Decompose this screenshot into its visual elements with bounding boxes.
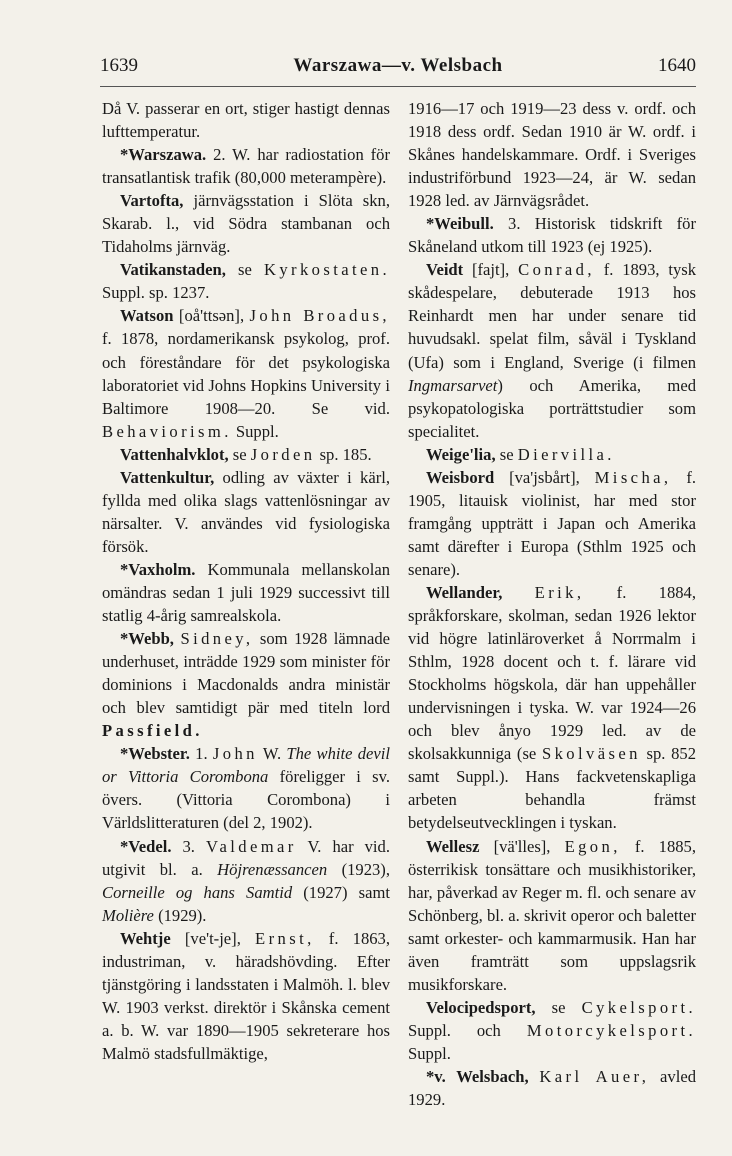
entry-text: ) och Amerika, med psykopatologiska porträttstudier som specialitet.: [408, 375, 696, 441]
dictionary-entry: [408, 466, 696, 581]
entry-headword: *Vedel.: [120, 836, 172, 856]
entry-text: Då V. passerar en ort, stiger hastigt dennas lufttemperatur.: [102, 99, 390, 142]
entry-headword: Veidt: [426, 260, 464, 280]
entry-headword: *Vaxholm.: [120, 559, 196, 579]
entry-text: Höjrenæssancen: [217, 859, 328, 879]
entry-text: Corneille og hans Samtid: [102, 882, 293, 902]
entry-text: [ve't-je],: [170, 928, 256, 948]
entry-text: Sidney,: [180, 629, 254, 649]
entry-headword: Vartofta,: [120, 191, 184, 211]
entry-text: 3. Historisk tidskrift för Skåneland utkom till 1923 (ej 1925).: [408, 214, 696, 257]
right-column: [408, 97, 696, 1111]
entry-text: V. har vid. utgivit bl. a.: [102, 836, 390, 879]
entry-headword: Velocipedsport,: [426, 997, 536, 1017]
entry-text: John: [212, 744, 258, 764]
entry-text: f. 1885, österrikisk tonsättare och musikhistoriker, har, påverkad av Reger m. fl. och senare av Schönberg, bl. a. skrivit operor och baletter samt orkester- och kammarmusik. Han har även framträtt som uppslagsrik musikforskare.: [408, 836, 696, 994]
entry-text: Cykelsport.: [581, 997, 696, 1017]
entry-text: Diervilla.: [517, 444, 615, 464]
entry-text: Motorcykelsport.: [526, 1020, 696, 1040]
entry-text: (1929).: [153, 905, 207, 925]
entry-text: som 1928 lämnade underhuset, inträdde 1929 som minister för dominions i Macdonalds andra ministär och blev samtidigt pär med titeln lord: [102, 629, 390, 718]
page-header: [100, 55, 696, 85]
entry-text: Ernst,: [255, 928, 315, 948]
dictionary-entry: [102, 558, 390, 627]
entry-text: Erik,: [534, 582, 585, 602]
entry-text: avled 1929.: [408, 1066, 696, 1110]
entry-text: (1927) samt: [292, 882, 390, 902]
entry-text: 2. W. har radiostation för transatlantisk trafik (80,000 meterampère).: [102, 145, 390, 188]
entry-headword: Weige'lia,: [426, 444, 496, 464]
entry-text: f. 1893, tysk skådespelare, debuterade 1913 hos Reinhardt men har under senare tid huvudsakl. spelat film, såväl i Tyskland (Ufa) som i England, Sverige (i filmen: [408, 260, 697, 372]
entry-text: f. 1878, nordamerikansk psykolog, prof. och föreståndare för det psykologiska laboratoriet vid Johns Hopkins University i Baltimore 1908—20. Se vid.: [102, 329, 390, 418]
dictionary-entry: [408, 443, 696, 466]
entry-text: 1.: [189, 744, 213, 764]
entry-text: 1916—17 och 1919—23 dess v. ordf. och 1918 dess ordf. Sedan 1910 är W. ordf. i Skånes handelskammare. Ordf. i Sveriges industriförbund 1923—24, är W. sedan 1928 led. av Järnvägsrådet.: [408, 99, 696, 211]
dictionary-entry: [102, 835, 390, 927]
entry-headword: Passfield.: [102, 721, 203, 741]
entry-headword: Wehtje: [120, 928, 171, 948]
dictionary-entry: [102, 258, 390, 304]
entry-text: se: [495, 444, 518, 464]
entry-text: Valdemar: [205, 836, 297, 856]
entry-text: Behaviorism.: [102, 421, 232, 441]
dictionary-entry: [102, 466, 390, 558]
entry-text: Suppl. sp. 1237.: [102, 283, 210, 303]
dictionary-entry: [102, 97, 390, 143]
entry-text: se: [228, 444, 251, 464]
dictionary-entry: [102, 443, 390, 466]
entry-headword: Vattenhalvklot,: [120, 444, 229, 464]
entry-headword: *Weibull.: [426, 214, 494, 234]
running-title: Warszawa—v. Welsbach: [293, 55, 503, 76]
left-column: [102, 97, 390, 1065]
entry-text: järnvägsstation i Slöta skn, Skarab. l., vid Södra stambanan och Tidaholms järnväg.: [102, 191, 390, 257]
entry-text: Molière: [102, 905, 154, 925]
entry-headword: Vattenkultur,: [120, 467, 215, 487]
dictionary-entry: [102, 927, 390, 1065]
dictionary-entry: [408, 996, 696, 1065]
entry-text: [vä'lles],: [479, 836, 565, 856]
entry-text: [fajt],: [463, 260, 519, 280]
entry-headword: *Webb,: [120, 629, 174, 649]
entry-text: f. 1884, språkforskare, skolman, sedan 1926 lektor vid högre latinläroverket å Norrmalm i Sthlm, 1928 docent och t. f. lärare vid Stockholms högskola, där han uppehåller undervisningen i tyska. W. var 1924—26 och blev ånyo 1929 led. av de skolsakkunniga (se: [408, 582, 696, 764]
entry-headword: Vatikanstaden,: [120, 260, 226, 280]
dictionary-entry: [408, 258, 696, 442]
dictionary-entry: [102, 304, 390, 442]
entry-headword: *Warszawa.: [120, 145, 207, 165]
dictionary-entry: [102, 189, 390, 258]
entry-text: Kommunala mellanskolan omändras sedan 1 juli 1929 successivt till statlig 4-årig samrealskola.: [102, 559, 390, 626]
entry-text: 3.: [171, 836, 206, 856]
entry-text: se: [535, 997, 582, 1017]
entry-headword: Weisbord: [426, 467, 495, 487]
entry-text: föreligger i sv. övers. (Vittoria Corombona) i Världslitteraturen (del 2, 1902).: [102, 767, 390, 833]
entry-text: [529, 1067, 540, 1086]
dictionary-entry: [408, 97, 696, 212]
entry-text: (1923),: [327, 859, 390, 879]
entry-text: [502, 583, 534, 602]
dictionary-entry: [102, 742, 390, 834]
entry-text: Suppl.: [231, 421, 279, 441]
dictionary-entry: [408, 581, 696, 835]
entry-text: Suppl.: [408, 1043, 451, 1063]
entry-text: John Broadus,: [249, 306, 390, 326]
right-page-number: 1640: [658, 55, 696, 76]
entry-headword: Watson: [120, 306, 174, 326]
entry-text: f. 1905, litauisk violinist, har med stor framgång uppträtt i Japan och Amerika samt därefter i Europa (Sthlm 1925 och senare).: [408, 467, 696, 579]
entry-headword: Wellesz: [426, 836, 480, 856]
entry-text: Conrad,: [518, 260, 595, 280]
entry-headword: Wellander,: [426, 582, 503, 602]
entry-text: Jorden: [250, 444, 316, 464]
left-page-number: 1639: [100, 55, 138, 76]
entry-text: Mischa,: [594, 467, 672, 487]
entry-headword: *v. Welsbach,: [426, 1066, 529, 1086]
entry-text: Suppl. och: [408, 1020, 527, 1040]
entry-text: f. 1863, industriman, v. häradshövding. Efter tjänstgöring i landsstaten i Malmöh. l. blev W. 1903 verkst. direktör i Skånska cement a. b. W. var 1890—1905 sekreterare hos Malmö stadsfullmäktige,: [102, 928, 391, 1063]
entry-text: The white devil or Vittoria Corombona: [102, 744, 390, 787]
entry-text: Ingmarsarvet: [408, 375, 498, 395]
entry-text: [va'jsbårt],: [494, 467, 595, 487]
dictionary-entry: [408, 1065, 696, 1111]
entry-text: odling av växter i kärl, fyllda med olika slags vattenlösningar av närsalter. V. användes vid fysiologiska försök.: [102, 467, 390, 556]
entry-text: sp. 185.: [315, 444, 372, 464]
dictionary-entry: [408, 835, 696, 996]
dictionary-entry: [408, 212, 696, 258]
header-rule: [100, 86, 696, 87]
entry-text: Egon,: [564, 836, 621, 856]
entry-text: sp. 852 samt Suppl.). Hans fackvetenskapliga arbeten behandla främst betydelseutvecklingen i tyskan.: [408, 744, 696, 833]
entry-text: se: [225, 260, 264, 280]
entry-text: Skolväsen: [541, 744, 641, 764]
entry-headword: *Webster.: [120, 744, 190, 764]
entry-text: [oå'ttsən],: [173, 306, 250, 326]
entry-text: Kyrkostaten.: [263, 260, 390, 280]
dictionary-entry: [102, 143, 390, 189]
entry-text: Karl Auer,: [539, 1066, 650, 1086]
dictionary-entry: [102, 627, 390, 742]
entry-text: W.: [257, 744, 287, 764]
